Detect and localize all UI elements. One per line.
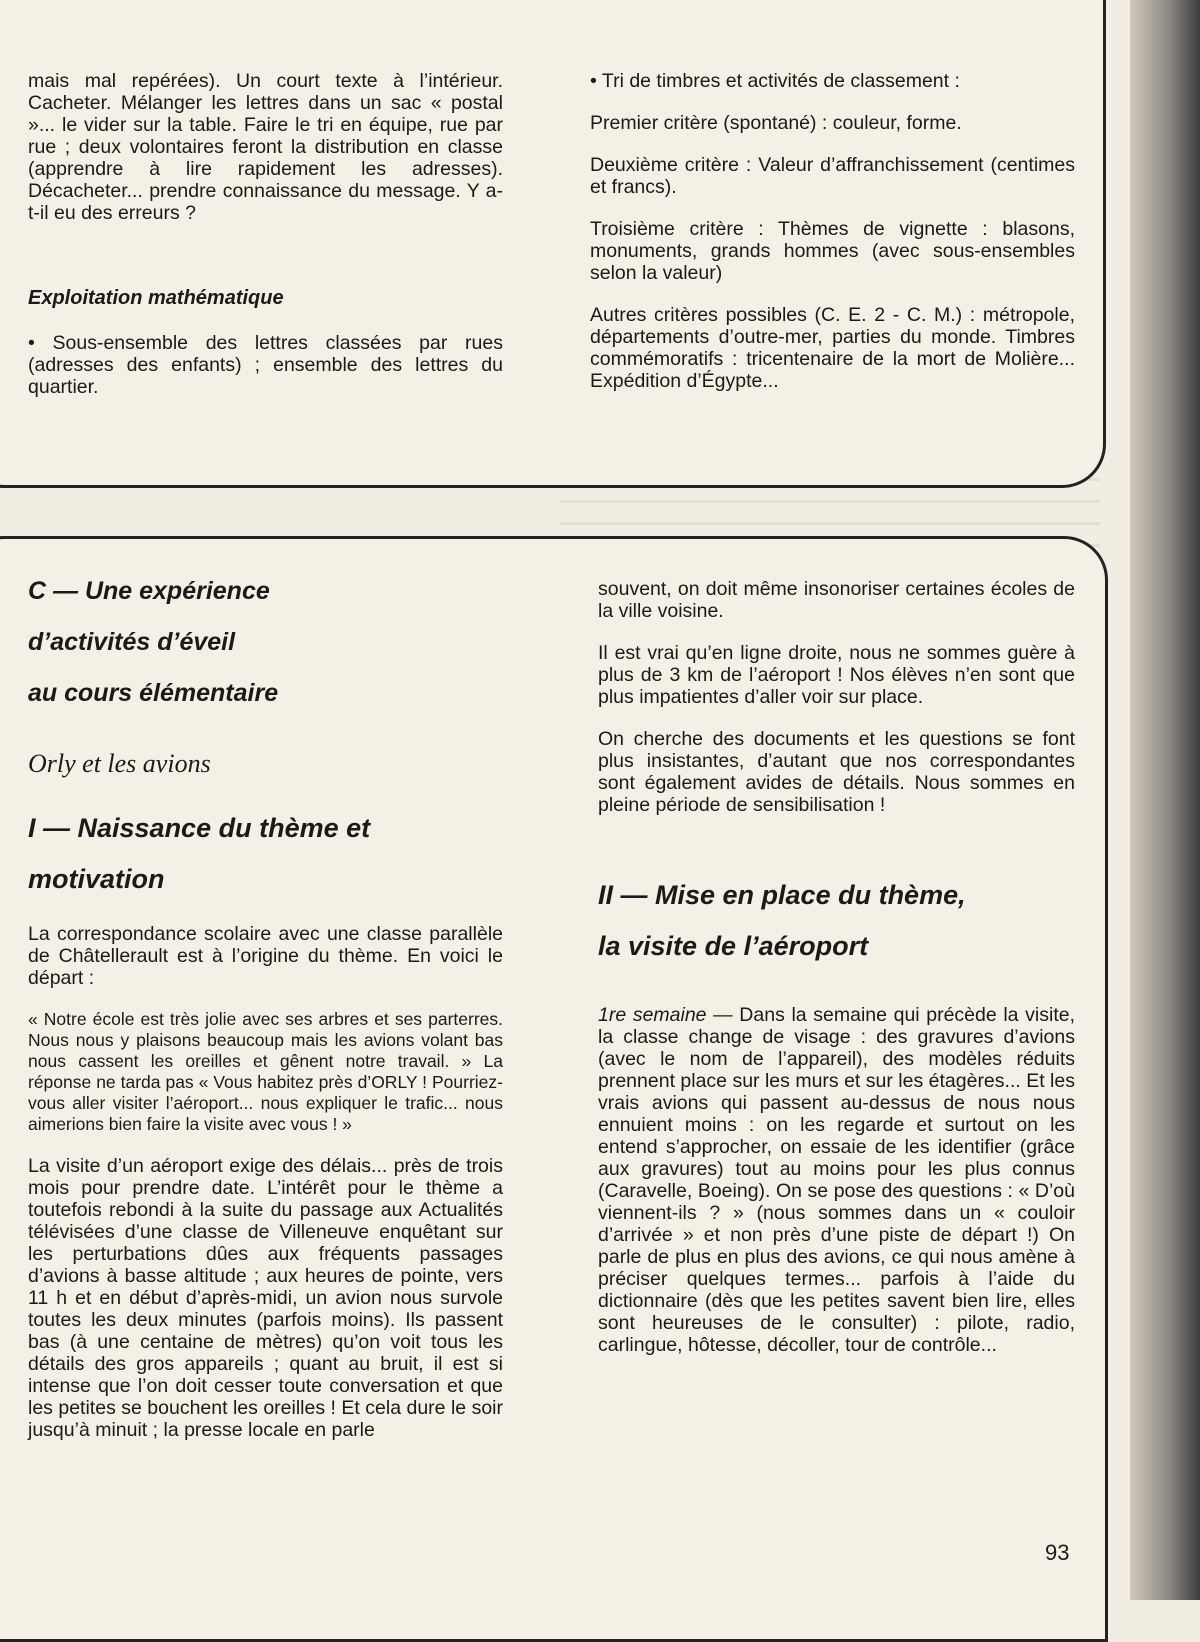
right-paragraph-1: souvent, on doit même insonoriser certaines écoles de la ville voisine. [598, 578, 1075, 622]
top-left-column [28, 70, 503, 418]
section-c-title-line-3: au cours élémentaire [28, 679, 279, 707]
section-c-title-line-2: d’activités d’éveil [28, 628, 236, 656]
letter-quote: « Notre école est très jolie avec ses arbres et ses parterres. Nous nous y plaisons beaucoup mais les avions volant bas nous cassent les oreilles et gênent notre travail. » La réponse ne tarda pas « Vous habitez près d’ORLY ! Pourriez-vous aller visiter l’aéroport... nous expliquer le trafic... nous aimerions bien faire la visite avec vous ! » [28, 1009, 503, 1134]
criterion-2: Deuxième critère : Valeur d’affranchissement (centimes et francs). [590, 154, 1075, 198]
exploitation-bullet: • Sous-ensemble des lettres classées par rues (adresses des enfants) ; ensemble des lettres du quartier. [28, 332, 503, 398]
week-paragraph [598, 1004, 1075, 1356]
bottom-right-column [598, 578, 1075, 1376]
section-2-heading-line-1: II — Mise en place du thème, [598, 880, 966, 910]
section-2-heading-line-2: la visite de l’aéroport [598, 931, 869, 961]
section-c-title-line-1: C — Une expérience [28, 577, 270, 605]
criterion-3: Troisième critère : Thèmes de vignette : blasons, monuments, grands hommes (avec sous-ensembles selon la valeur) [590, 218, 1075, 284]
bottom-left-column [28, 576, 503, 1461]
top-left-paragraph: mais mal repérées). Un court texte à l’intérieur. Cacheter. Mélanger les lettres dans un sac « postal »... le vider sur la table. Faire le tri en équipe, rue par rue ; deux volontaires feront la distribution en classe (apprendre à lire rapidement les adresses). Décacheter... prendre connaissance du message. Y a-t-il eu des erreurs ? [28, 70, 503, 224]
week-label: 1re semaine [598, 1004, 707, 1026]
criterion-1: Premier critère (spontané) : couleur, forme. [590, 112, 962, 134]
exploitation-heading: Exploitation mathématique [28, 287, 284, 309]
book-gutter-shadow [1130, 0, 1200, 1600]
right-paragraph-2: Il est vrai qu’en ligne droite, nous ne sommes guère à plus de 3 km de l’aéroport ! Nos élèves n’en sont que plus impatientes d’aller voir sur place. [598, 642, 1075, 708]
week-paragraph-text: — Dans la semaine qui précède la visite, la classe change de visage : des gravures d’avions (avec le nom de l’appareil), des modèles réduits prennent place sur les murs et sur les étagères... Et les vrais avions qui passent au-dessus de nous nous ennuient moins : on les regarde et surtout on les entend s’approcher, on essaie de les identifier (grâce aux gravures) tout au moins pour les plus connus (Caravelle, Boeing). On se pose des questions : « D’où viennent-ils ? » (nous sommes dans un « couloir d’arrivée » et non près d’une piste de départ !) On parle de plus en plus des avions, ce qui nous amène à préciser quelques termes... parfois à l’aide du dictionnaire (dès que les petites savent bien lire, elles sont heureuses de le consulter) : pilote, radio, carlingue, hôtesse, décoller, tour de contrôle... [598, 1004, 1075, 1356]
correspondence-paragraph: La correspondance scolaire avec une classe parallèle de Châtellerault est à l’origine du thème. En voici le départ : [28, 923, 503, 989]
section-1-heading-line-1: I — Naissance du thème et [28, 813, 371, 843]
top-right-column [590, 70, 1075, 412]
right-paragraph-3: On cherche des documents et les questions se font plus insistantes, d’autant que nos correspondantes sont également avides de détails. Nous sommes en pleine période de sensibilisation ! [598, 728, 1075, 816]
criterion-4: Autres critères possibles (C. E. 2 - C. M.) : métropole, départements d’outre-mer, parties du monde. Timbres commémoratifs : tricentenaire de la mort de Molière... Expédition d’Égypte... [590, 304, 1075, 392]
section-1-heading-line-2: motivation [28, 864, 165, 894]
stamps-bullet: • Tri de timbres et activités de classement : [590, 70, 960, 92]
orly-subtitle: Orly et les avions [28, 749, 211, 778]
page-number: 93 [1045, 1540, 1070, 1565]
airport-visit-paragraph: La visite d’un aéroport exige des délais... près de trois mois pour prendre date. L’intérêt pour le thème a toutefois rebondi à la suite du passage aux Actualités télévisées d’une classe de Villeneuve enquêtant sur les perturbations dûes aux fréquents passages d’avions à basse altitude ; aux heures de pointe, vers 11 h et en début d’après-midi, un avion nous survole toutes les deux minutes (parfois moins). Ils passent bas (à une centaine de mètres) qu’on voit tous les détails des gros appareils ; quant au bruit, il est si intense que l’on doit cesser toute conversation et que les petites se bouchent les oreilles ! Et cela dure le soir jusqu’à minuit ; la presse locale en parle [28, 1155, 503, 1441]
